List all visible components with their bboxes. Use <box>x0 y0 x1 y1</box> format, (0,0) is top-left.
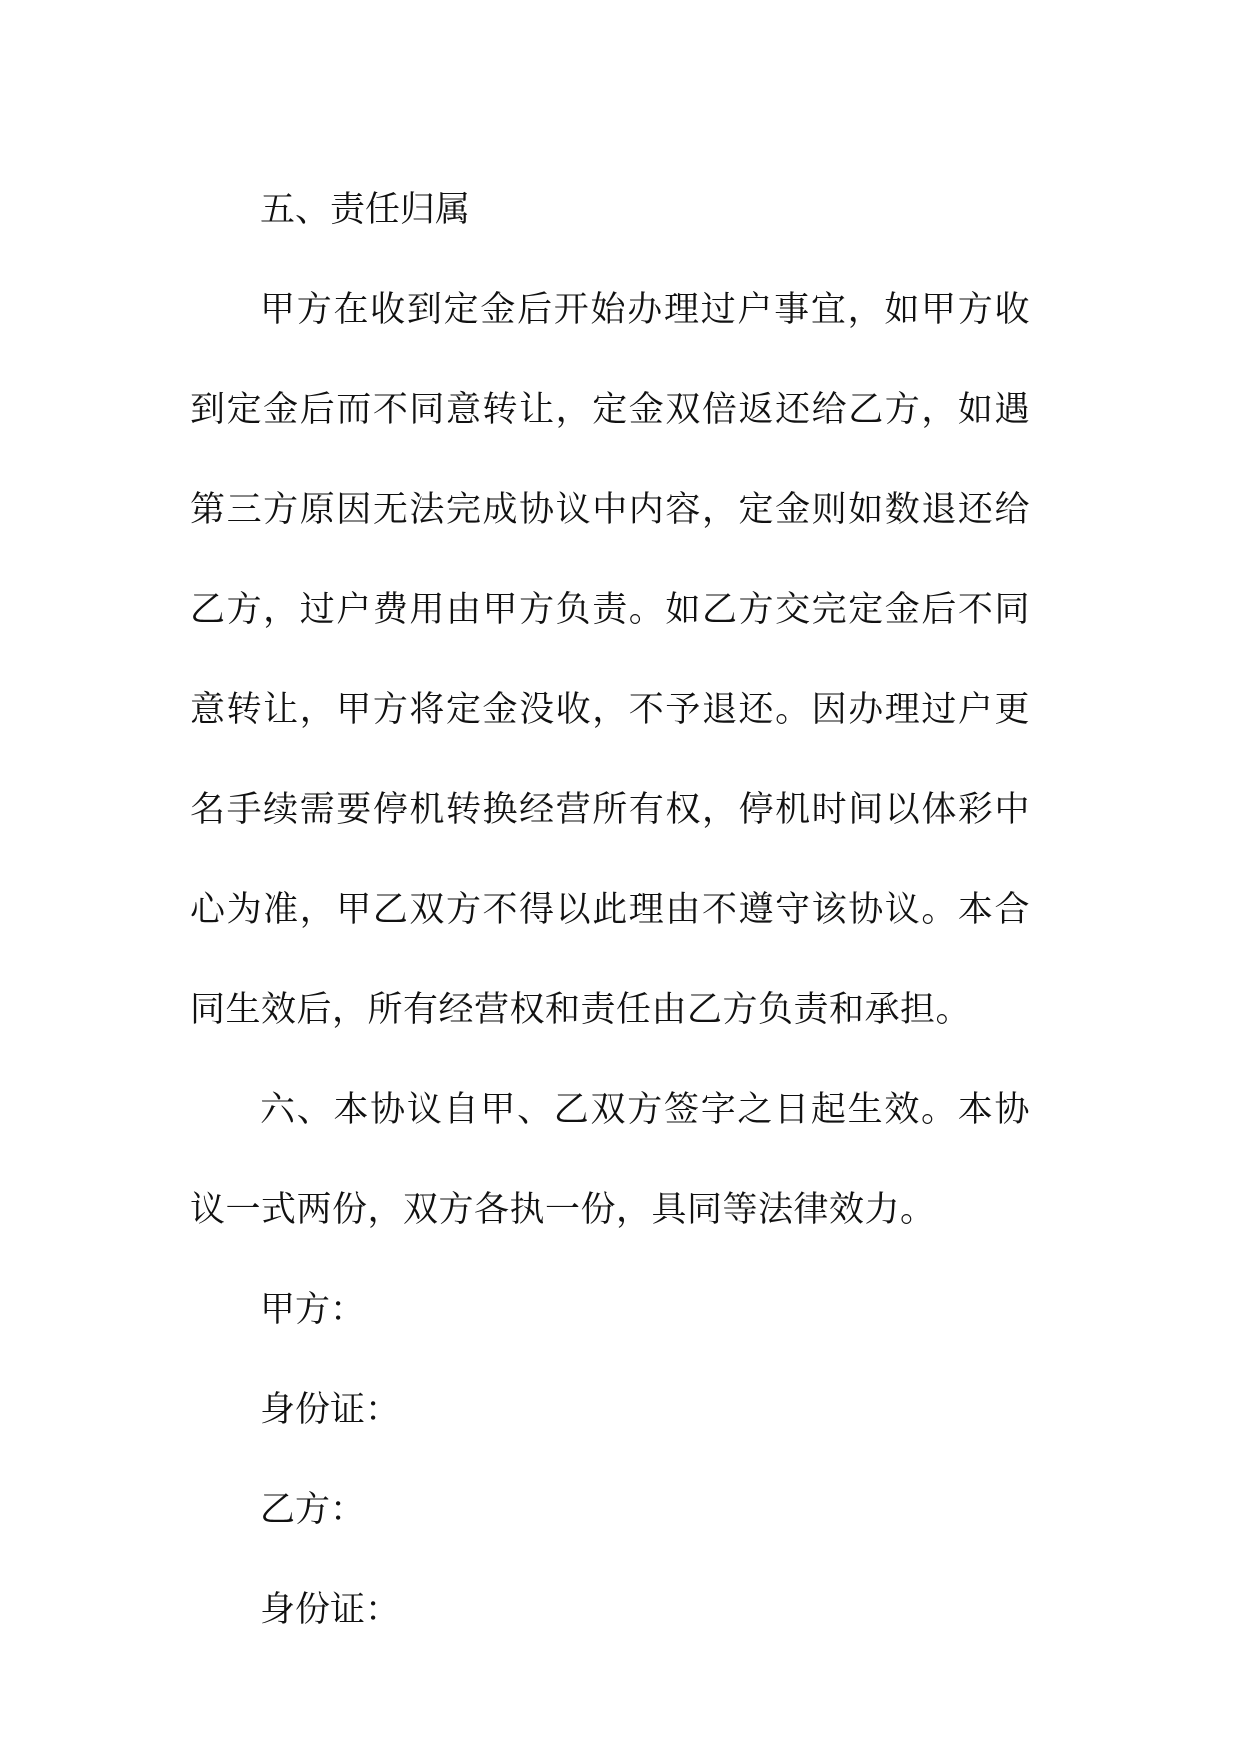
party-a-id-label: 身份证： <box>260 1390 401 1430</box>
section-six-body: 六、本协议自甲、乙双方签字之日起生效。本协议一式两份，双方各执一份，具同等法律效力。 <box>190 1090 1030 1230</box>
party-a-label: 甲方： <box>260 1290 366 1330</box>
party-b-id-label: 身份证： <box>260 1590 401 1630</box>
section-five-heading: 五、责任归属 <box>260 190 471 230</box>
section-five-body: 甲方在收到定金后开始办理过户事宜，如甲方收到定金后而不同意转让，定金双倍返还给乙方，如遇第三方原因无法完成协议中内容，定金则如数退还给乙方，过户费用由甲方负责。如乙方交完定金后不同意转让，甲方将定金没收，不予退还。因办理过户更名手续需要停机转换经营所有权，停机时间以体彩中心为准，甲乙双方不得以此理由不遵守该协议。本合同生效后，所有经营权和责任由乙方负责和承担。 <box>190 290 1030 1030</box>
party-b-label: 乙方： <box>260 1490 366 1530</box>
document-content <box>190 160 1030 1660</box>
